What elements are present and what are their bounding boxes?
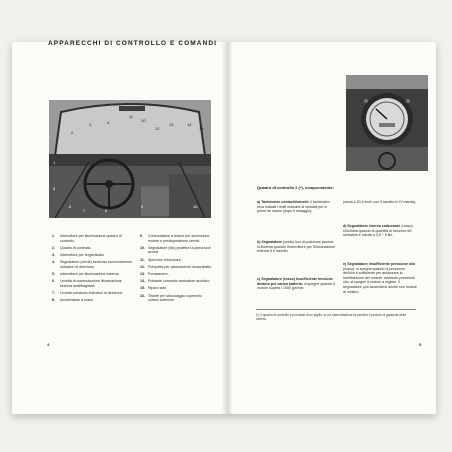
- photo-callout: 14: [187, 122, 192, 127]
- photo-callout: 12: [155, 126, 160, 131]
- section-title: Quadro di controllo 2 (*), comprendente:: [257, 185, 334, 190]
- legend-item: 10. Segnalatore (blu) proiettori a piena luce accesi.: [140, 245, 211, 255]
- photo-callout: 11: [129, 114, 134, 119]
- legend-item: 11. Specchio retrovisore.: [140, 257, 182, 262]
- legend-column-2: [140, 234, 212, 305]
- legend-item: 6. Levetta di commutazione illuminazione esterna anabbaglianti.: [52, 279, 122, 288]
- item-e-label: e) Segnalatore insufficiente pressione olio: [343, 262, 416, 266]
- photo-callout: 8: [105, 208, 108, 213]
- photo-callout: 3: [89, 122, 92, 127]
- page-number-left: 4: [47, 342, 50, 347]
- photo-callout: 2: [71, 130, 74, 135]
- item-d: [343, 224, 417, 238]
- photo-callout: 16: [199, 126, 204, 131]
- footnote-divider: [256, 309, 416, 310]
- legend-item: 3. Interruttore per tergicristallo.: [52, 252, 105, 257]
- left-page: [12, 42, 228, 414]
- page-number-right: 5: [419, 342, 422, 347]
- legend-item: 7. Levetta comando indicatori di direzione.: [52, 290, 124, 295]
- photo-callout: 15: [193, 204, 198, 209]
- legend-item: 16. Tirante per sbloccaggio coperchio cofano anteriore.: [140, 293, 202, 303]
- item-a: [257, 200, 337, 214]
- item-d-label: d) Segnalatore riserva carburante: [343, 224, 401, 228]
- photo-callout: 4: [107, 120, 110, 125]
- item-c-continued: [343, 200, 417, 205]
- photo-callout: 7: [83, 208, 86, 213]
- item-e: [343, 262, 417, 294]
- instrument-cluster-photo: [346, 75, 428, 171]
- item-c-continued-text: (ossia a 20,5 km/h con il cambio in IV marcia).: [343, 200, 417, 204]
- legend-item: 12. Pompetta per azionamento lavacristallo.: [140, 264, 212, 269]
- footnote: (*) Il quadro di controllo è provvisto di un sigillo, la cui manomissione fa perdere il periodo di garanzia della vettura.: [256, 313, 406, 322]
- legend-column-1: [52, 234, 132, 305]
- legend-item: 9. Commutatore a chiave per accensione motore e predisposizione servizi.: [140, 234, 210, 243]
- item-c-label: c) Segnalatore (rosso) insufficiente tensione dinamo per carica batteria:: [257, 277, 333, 286]
- legend-item: 14. Pulsante comando avvisatore acustico.: [140, 279, 211, 284]
- page-heading: APPARECCHI DI CONTROLLO E COMANDI: [48, 40, 218, 47]
- photo-callout: 13: [169, 122, 174, 127]
- photo-callout: 1: [53, 160, 56, 165]
- item-a-text: il tachimetro reca indicati i limiti massimi di velocità per le prime tre marce (dopo il rodaggio);: [257, 200, 330, 214]
- legend-item: 5. Interruttore per illuminazione esterna.: [52, 271, 120, 276]
- item-d-text: (rosso): s'illumina quando la quantità di benzina nel serbatoio è ridotta a 3,5 ÷ 5 litri.: [343, 224, 414, 238]
- item-a-label: a) Tachimetro contachilometri:: [257, 200, 310, 204]
- legend-item: 4. Segnalatore (verde) luminoso funzionamento indicatori di direzione.: [52, 260, 132, 269]
- item-b: [257, 240, 337, 254]
- item-b-text: (verde) luci di posizione accese: si illumina quando l'interruttore per l'illuminazione esterna 5 è inserito.: [257, 240, 336, 254]
- legend-item: 15. Riparo sole.: [140, 286, 168, 291]
- item-b-label: b) Segnalatore: [257, 240, 282, 244]
- legend-item: 13. Portacenere.: [140, 271, 169, 276]
- dashboard-interior-photo: [49, 100, 211, 218]
- item-e-text: (rosso): si spegne quando la pressione dell'olio è sufficiente per assicurare la lubrificazione del motore, avviando pressione olio; si spegne a motore a regime. Il segnalatore può accendersi anche con motore al minimo.: [343, 266, 417, 294]
- photo-callout: 5: [53, 186, 56, 191]
- photo-callout: 9: [141, 204, 144, 209]
- legend-item: 2. Quadro di controllo.: [52, 245, 92, 250]
- item-c-text: si spegne quando il motore supera i 1000 giri/min: [257, 281, 335, 291]
- legend-item: 8. Acceleratore a mano.: [52, 298, 95, 303]
- legend-item: 1. Interruttore per illuminazione quadro di controllo.: [52, 234, 122, 243]
- item-c: [257, 277, 337, 291]
- photo-callout: 6: [69, 204, 72, 209]
- instrument-cluster-illustration: [346, 75, 428, 171]
- photo-callout: 10: [141, 118, 146, 123]
